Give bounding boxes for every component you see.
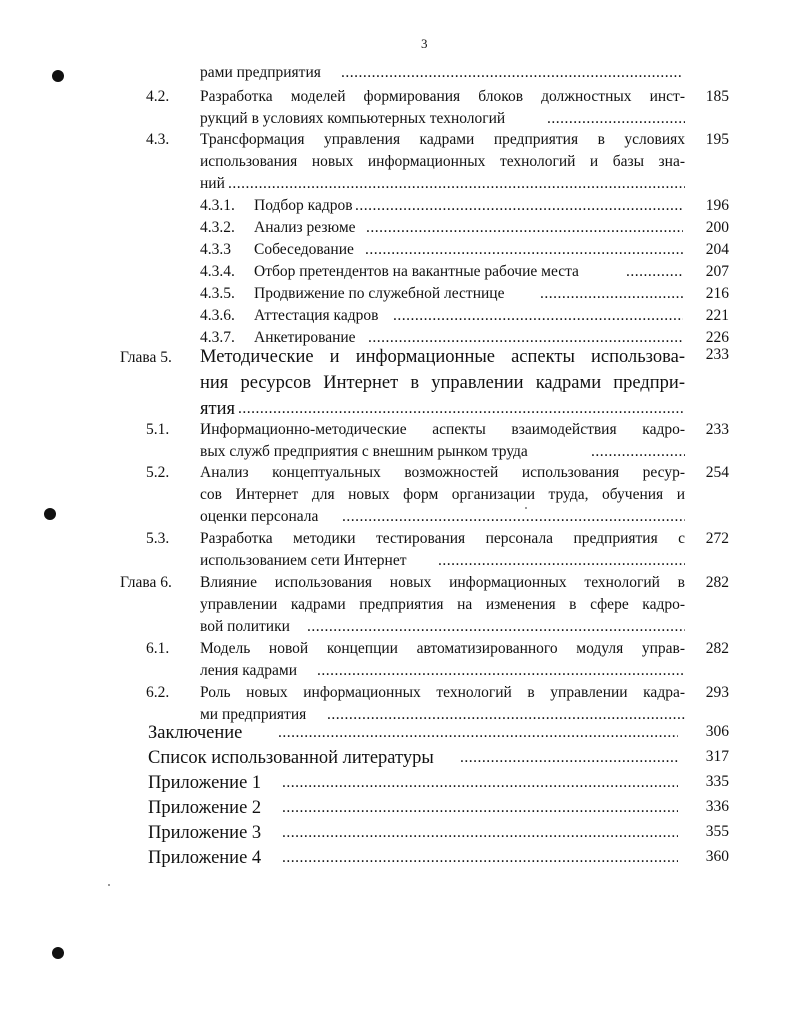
scan-speck — [108, 884, 110, 886]
binder-hole-middle — [44, 508, 56, 520]
binder-hole-bottom — [52, 947, 64, 959]
page-number: 3 — [421, 36, 428, 51]
binder-hole-top — [52, 70, 64, 82]
